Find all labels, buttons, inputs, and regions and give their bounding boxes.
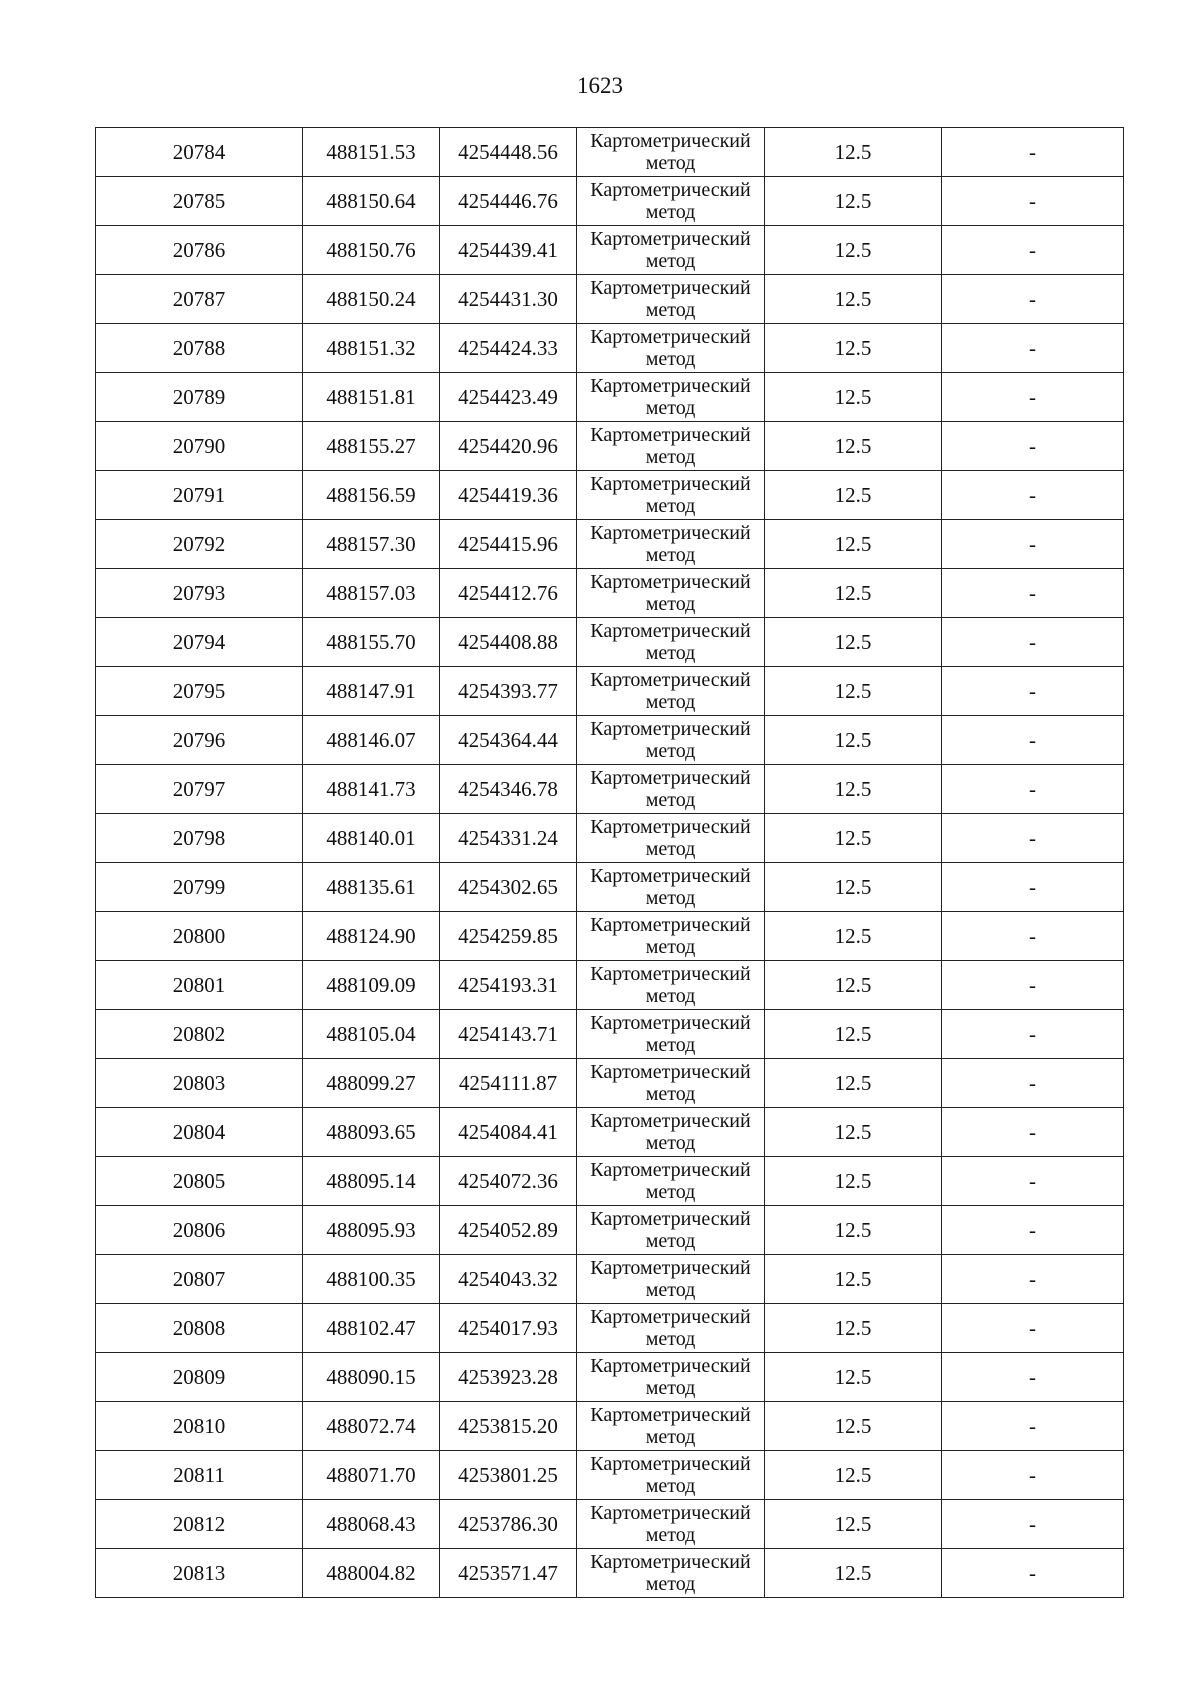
point-id-cell: 20811 <box>96 1451 303 1500</box>
method-cell <box>577 128 765 177</box>
accuracy-cell: 12.5 <box>765 961 942 1010</box>
method-line-1: Картометрический <box>590 1061 751 1083</box>
method-line-1: Картометрический <box>590 1453 751 1475</box>
method-line-2: метод <box>645 152 696 174</box>
point-id-cell: 20813 <box>96 1549 303 1598</box>
note-cell: - <box>942 128 1124 177</box>
accuracy-cell: 12.5 <box>765 1402 942 1451</box>
method-cell <box>577 1255 765 1304</box>
table-row <box>96 1402 1124 1451</box>
y-coordinate-cell: 4254259.85 <box>440 912 577 961</box>
point-id-cell: 20803 <box>96 1059 303 1108</box>
method-line-2: метод <box>645 740 696 762</box>
note-cell: - <box>942 1353 1124 1402</box>
method-cell <box>577 667 765 716</box>
accuracy-cell: 12.5 <box>765 422 942 471</box>
note-cell: - <box>942 1451 1124 1500</box>
x-coordinate-cell: 488151.32 <box>303 324 440 373</box>
method-line-2: метод <box>645 838 696 860</box>
y-coordinate-cell: 4254446.76 <box>440 177 577 226</box>
method-cell <box>577 1206 765 1255</box>
note-cell: - <box>942 1500 1124 1549</box>
method-cell <box>577 324 765 373</box>
table-row <box>96 863 1124 912</box>
method-cell <box>577 1304 765 1353</box>
table-row <box>96 1255 1124 1304</box>
accuracy-cell: 12.5 <box>765 520 942 569</box>
method-cell <box>577 1451 765 1500</box>
note-cell: - <box>942 177 1124 226</box>
point-id-cell: 20798 <box>96 814 303 863</box>
y-coordinate-cell: 4254420.96 <box>440 422 577 471</box>
y-coordinate-cell: 4254331.24 <box>440 814 577 863</box>
method-cell <box>577 177 765 226</box>
method-cell <box>577 1500 765 1549</box>
method-line-1: Картометрический <box>590 914 751 936</box>
point-id-cell: 20802 <box>96 1010 303 1059</box>
note-cell: - <box>942 1010 1124 1059</box>
method-line-2: метод <box>645 1181 696 1203</box>
table-row <box>96 422 1124 471</box>
y-coordinate-cell: 4254084.41 <box>440 1108 577 1157</box>
method-line-1: Картометрический <box>590 1355 751 1377</box>
table-row <box>96 275 1124 324</box>
method-line-2: метод <box>645 887 696 909</box>
method-line-2: метод <box>645 348 696 370</box>
note-cell: - <box>942 912 1124 961</box>
method-cell <box>577 1108 765 1157</box>
note-cell: - <box>942 471 1124 520</box>
method-line-1: Картометрический <box>590 326 751 348</box>
point-id-cell: 20808 <box>96 1304 303 1353</box>
method-line-2: метод <box>645 1524 696 1546</box>
note-cell: - <box>942 667 1124 716</box>
table-row <box>96 765 1124 814</box>
y-coordinate-cell: 4254393.77 <box>440 667 577 716</box>
accuracy-cell: 12.5 <box>765 1549 942 1598</box>
method-line-1: Картометрический <box>590 767 751 789</box>
method-cell <box>577 716 765 765</box>
point-id-cell: 20791 <box>96 471 303 520</box>
accuracy-cell: 12.5 <box>765 814 942 863</box>
method-line-2: метод <box>645 593 696 615</box>
x-coordinate-cell: 488155.70 <box>303 618 440 667</box>
y-coordinate-cell: 4254302.65 <box>440 863 577 912</box>
note-cell: - <box>942 1059 1124 1108</box>
method-line-1: Картометрический <box>590 669 751 691</box>
accuracy-cell: 12.5 <box>765 471 942 520</box>
table-row <box>96 1059 1124 1108</box>
point-id-cell: 20799 <box>96 863 303 912</box>
point-id-cell: 20805 <box>96 1157 303 1206</box>
y-coordinate-cell: 4254193.31 <box>440 961 577 1010</box>
table-row <box>96 716 1124 765</box>
x-coordinate-cell: 488151.81 <box>303 373 440 422</box>
table-row <box>96 520 1124 569</box>
y-coordinate-cell: 4254431.30 <box>440 275 577 324</box>
accuracy-cell: 12.5 <box>765 1255 942 1304</box>
x-coordinate-cell: 488090.15 <box>303 1353 440 1402</box>
note-cell: - <box>942 324 1124 373</box>
method-line-2: метод <box>645 985 696 1007</box>
table-row <box>96 177 1124 226</box>
method-cell <box>577 618 765 667</box>
method-cell <box>577 275 765 324</box>
method-line-1: Картометрический <box>590 522 751 544</box>
accuracy-cell: 12.5 <box>765 1206 942 1255</box>
table-row <box>96 1157 1124 1206</box>
x-coordinate-cell: 488156.59 <box>303 471 440 520</box>
point-id-cell: 20800 <box>96 912 303 961</box>
accuracy-cell: 12.5 <box>765 569 942 618</box>
method-line-1: Картометрический <box>590 1306 751 1328</box>
note-cell: - <box>942 422 1124 471</box>
point-id-cell: 20787 <box>96 275 303 324</box>
table-row <box>96 373 1124 422</box>
y-coordinate-cell: 4254052.89 <box>440 1206 577 1255</box>
page-number: 1623 <box>577 73 623 98</box>
method-line-1: Картометрический <box>590 277 751 299</box>
y-coordinate-cell: 4254419.36 <box>440 471 577 520</box>
y-coordinate-cell: 4254072.36 <box>440 1157 577 1206</box>
method-line-1: Картометрический <box>590 1012 751 1034</box>
method-line-2: метод <box>645 495 696 517</box>
method-cell <box>577 912 765 961</box>
note-cell: - <box>942 716 1124 765</box>
point-id-cell: 20786 <box>96 226 303 275</box>
method-line-2: метод <box>645 1475 696 1497</box>
method-line-2: метод <box>645 1426 696 1448</box>
table-row <box>96 569 1124 618</box>
x-coordinate-cell: 488100.35 <box>303 1255 440 1304</box>
method-line-1: Картометрический <box>590 1551 751 1573</box>
x-coordinate-cell: 488124.90 <box>303 912 440 961</box>
x-coordinate-cell: 488135.61 <box>303 863 440 912</box>
y-coordinate-cell: 4254111.87 <box>440 1059 577 1108</box>
note-cell: - <box>942 814 1124 863</box>
x-coordinate-cell: 488146.07 <box>303 716 440 765</box>
method-cell <box>577 520 765 569</box>
table-row <box>96 324 1124 373</box>
method-line-2: метод <box>645 1377 696 1399</box>
method-cell <box>577 471 765 520</box>
accuracy-cell: 12.5 <box>765 1010 942 1059</box>
point-id-cell: 20789 <box>96 373 303 422</box>
point-id-cell: 20812 <box>96 1500 303 1549</box>
method-line-1: Картометрический <box>590 571 751 593</box>
x-coordinate-cell: 488155.27 <box>303 422 440 471</box>
y-coordinate-cell: 4254423.49 <box>440 373 577 422</box>
x-coordinate-cell: 488109.09 <box>303 961 440 1010</box>
method-line-2: метод <box>645 936 696 958</box>
method-line-1: Картометрический <box>590 620 751 642</box>
table-row <box>96 667 1124 716</box>
point-id-cell: 20793 <box>96 569 303 618</box>
y-coordinate-cell: 4253786.30 <box>440 1500 577 1549</box>
method-cell <box>577 373 765 422</box>
table-row <box>96 1500 1124 1549</box>
accuracy-cell: 12.5 <box>765 1451 942 1500</box>
note-cell: - <box>942 1206 1124 1255</box>
point-id-cell: 20788 <box>96 324 303 373</box>
y-coordinate-cell: 4253801.25 <box>440 1451 577 1500</box>
method-line-1: Картометрический <box>590 1257 751 1279</box>
accuracy-cell: 12.5 <box>765 1157 942 1206</box>
y-coordinate-cell: 4254412.76 <box>440 569 577 618</box>
note-cell: - <box>942 961 1124 1010</box>
accuracy-cell: 12.5 <box>765 226 942 275</box>
x-coordinate-cell: 488150.24 <box>303 275 440 324</box>
method-line-1: Картометрический <box>590 228 751 250</box>
note-cell: - <box>942 275 1124 324</box>
table-row <box>96 1206 1124 1255</box>
method-line-1: Картометрический <box>590 963 751 985</box>
table-row <box>96 471 1124 520</box>
note-cell: - <box>942 1402 1124 1451</box>
note-cell: - <box>942 1157 1124 1206</box>
y-coordinate-cell: 4253923.28 <box>440 1353 577 1402</box>
x-coordinate-cell: 488151.53 <box>303 128 440 177</box>
x-coordinate-cell: 488102.47 <box>303 1304 440 1353</box>
y-coordinate-cell: 4254439.41 <box>440 226 577 275</box>
table-row <box>96 912 1124 961</box>
table-row <box>96 814 1124 863</box>
method-line-1: Картометрический <box>590 1502 751 1524</box>
y-coordinate-cell: 4254143.71 <box>440 1010 577 1059</box>
accuracy-cell: 12.5 <box>765 765 942 814</box>
x-coordinate-cell: 488150.76 <box>303 226 440 275</box>
method-cell <box>577 1549 765 1598</box>
y-coordinate-cell: 4254415.96 <box>440 520 577 569</box>
coordinates-table <box>95 127 1124 1598</box>
table-row <box>96 1010 1124 1059</box>
method-line-1: Картометрический <box>590 375 751 397</box>
method-line-1: Картометрический <box>590 424 751 446</box>
coordinates-table-body <box>96 128 1124 1598</box>
method-line-2: метод <box>645 642 696 664</box>
point-id-cell: 20794 <box>96 618 303 667</box>
y-coordinate-cell: 4254017.93 <box>440 1304 577 1353</box>
point-id-cell: 20784 <box>96 128 303 177</box>
y-coordinate-cell: 4254448.56 <box>440 128 577 177</box>
point-id-cell: 20806 <box>96 1206 303 1255</box>
method-line-1: Картометрический <box>590 1404 751 1426</box>
method-line-2: метод <box>645 691 696 713</box>
point-id-cell: 20796 <box>96 716 303 765</box>
method-line-2: метод <box>645 1230 696 1252</box>
accuracy-cell: 12.5 <box>765 177 942 226</box>
method-line-1: Картометрический <box>590 179 751 201</box>
method-line-1: Картометрический <box>590 865 751 887</box>
method-cell <box>577 1010 765 1059</box>
accuracy-cell: 12.5 <box>765 1108 942 1157</box>
x-coordinate-cell: 488140.01 <box>303 814 440 863</box>
x-coordinate-cell: 488147.91 <box>303 667 440 716</box>
x-coordinate-cell: 488093.65 <box>303 1108 440 1157</box>
method-line-1: Картометрический <box>590 473 751 495</box>
table-row <box>96 1353 1124 1402</box>
accuracy-cell: 12.5 <box>765 912 942 961</box>
method-line-1: Картометрический <box>590 1208 751 1230</box>
method-cell <box>577 814 765 863</box>
accuracy-cell: 12.5 <box>765 1500 942 1549</box>
method-cell <box>577 863 765 912</box>
method-line-2: метод <box>645 250 696 272</box>
method-cell <box>577 961 765 1010</box>
table-row <box>96 128 1124 177</box>
accuracy-cell: 12.5 <box>765 373 942 422</box>
note-cell: - <box>942 1255 1124 1304</box>
table-row <box>96 961 1124 1010</box>
accuracy-cell: 12.5 <box>765 128 942 177</box>
x-coordinate-cell: 488071.70 <box>303 1451 440 1500</box>
note-cell: - <box>942 765 1124 814</box>
method-cell <box>577 765 765 814</box>
point-id-cell: 20807 <box>96 1255 303 1304</box>
table-row <box>96 1451 1124 1500</box>
table-row <box>96 618 1124 667</box>
point-id-cell: 20804 <box>96 1108 303 1157</box>
method-line-2: метод <box>645 299 696 321</box>
method-line-1: Картометрический <box>590 1110 751 1132</box>
point-id-cell: 20801 <box>96 961 303 1010</box>
note-cell: - <box>942 226 1124 275</box>
note-cell: - <box>942 1108 1124 1157</box>
y-coordinate-cell: 4254424.33 <box>440 324 577 373</box>
method-cell <box>577 1402 765 1451</box>
point-id-cell: 20810 <box>96 1402 303 1451</box>
x-coordinate-cell: 488004.82 <box>303 1549 440 1598</box>
point-id-cell: 20785 <box>96 177 303 226</box>
point-id-cell: 20809 <box>96 1353 303 1402</box>
note-cell: - <box>942 1304 1124 1353</box>
method-cell <box>577 1353 765 1402</box>
method-line-2: метод <box>645 397 696 419</box>
note-cell: - <box>942 373 1124 422</box>
method-cell <box>577 1059 765 1108</box>
point-id-cell: 20790 <box>96 422 303 471</box>
x-coordinate-cell: 488099.27 <box>303 1059 440 1108</box>
method-cell <box>577 569 765 618</box>
table-row <box>96 1304 1124 1353</box>
y-coordinate-cell: 4254346.78 <box>440 765 577 814</box>
method-cell <box>577 422 765 471</box>
x-coordinate-cell: 488157.30 <box>303 520 440 569</box>
x-coordinate-cell: 488095.14 <box>303 1157 440 1206</box>
method-line-1: Картометрический <box>590 130 751 152</box>
y-coordinate-cell: 4254364.44 <box>440 716 577 765</box>
accuracy-cell: 12.5 <box>765 275 942 324</box>
x-coordinate-cell: 488150.64 <box>303 177 440 226</box>
method-line-2: метод <box>645 446 696 468</box>
method-line-2: метод <box>645 789 696 811</box>
point-id-cell: 20797 <box>96 765 303 814</box>
accuracy-cell: 12.5 <box>765 324 942 373</box>
x-coordinate-cell: 488068.43 <box>303 1500 440 1549</box>
x-coordinate-cell: 488095.93 <box>303 1206 440 1255</box>
table-row <box>96 1549 1124 1598</box>
x-coordinate-cell: 488157.03 <box>303 569 440 618</box>
point-id-cell: 20795 <box>96 667 303 716</box>
accuracy-cell: 12.5 <box>765 1059 942 1108</box>
x-coordinate-cell: 488141.73 <box>303 765 440 814</box>
method-line-2: метод <box>645 1279 696 1301</box>
table-row <box>96 226 1124 275</box>
table-row <box>96 1108 1124 1157</box>
accuracy-cell: 12.5 <box>765 618 942 667</box>
accuracy-cell: 12.5 <box>765 1353 942 1402</box>
note-cell: - <box>942 520 1124 569</box>
accuracy-cell: 12.5 <box>765 716 942 765</box>
method-line-1: Картометрический <box>590 816 751 838</box>
method-cell <box>577 1157 765 1206</box>
accuracy-cell: 12.5 <box>765 863 942 912</box>
method-line-2: метод <box>645 1328 696 1350</box>
y-coordinate-cell: 4254043.32 <box>440 1255 577 1304</box>
y-coordinate-cell: 4253815.20 <box>440 1402 577 1451</box>
method-line-2: метод <box>645 1034 696 1056</box>
note-cell: - <box>942 618 1124 667</box>
method-line-2: метод <box>645 1083 696 1105</box>
method-line-2: метод <box>645 544 696 566</box>
y-coordinate-cell: 4254408.88 <box>440 618 577 667</box>
method-cell <box>577 226 765 275</box>
note-cell: - <box>942 1549 1124 1598</box>
method-line-2: метод <box>645 1573 696 1595</box>
point-id-cell: 20792 <box>96 520 303 569</box>
note-cell: - <box>942 569 1124 618</box>
accuracy-cell: 12.5 <box>765 1304 942 1353</box>
x-coordinate-cell: 488072.74 <box>303 1402 440 1451</box>
y-coordinate-cell: 4253571.47 <box>440 1549 577 1598</box>
method-line-2: метод <box>645 201 696 223</box>
note-cell: - <box>942 863 1124 912</box>
x-coordinate-cell: 488105.04 <box>303 1010 440 1059</box>
method-line-2: метод <box>645 1132 696 1154</box>
method-line-1: Картометрический <box>590 718 751 740</box>
method-line-1: Картометрический <box>590 1159 751 1181</box>
accuracy-cell: 12.5 <box>765 667 942 716</box>
